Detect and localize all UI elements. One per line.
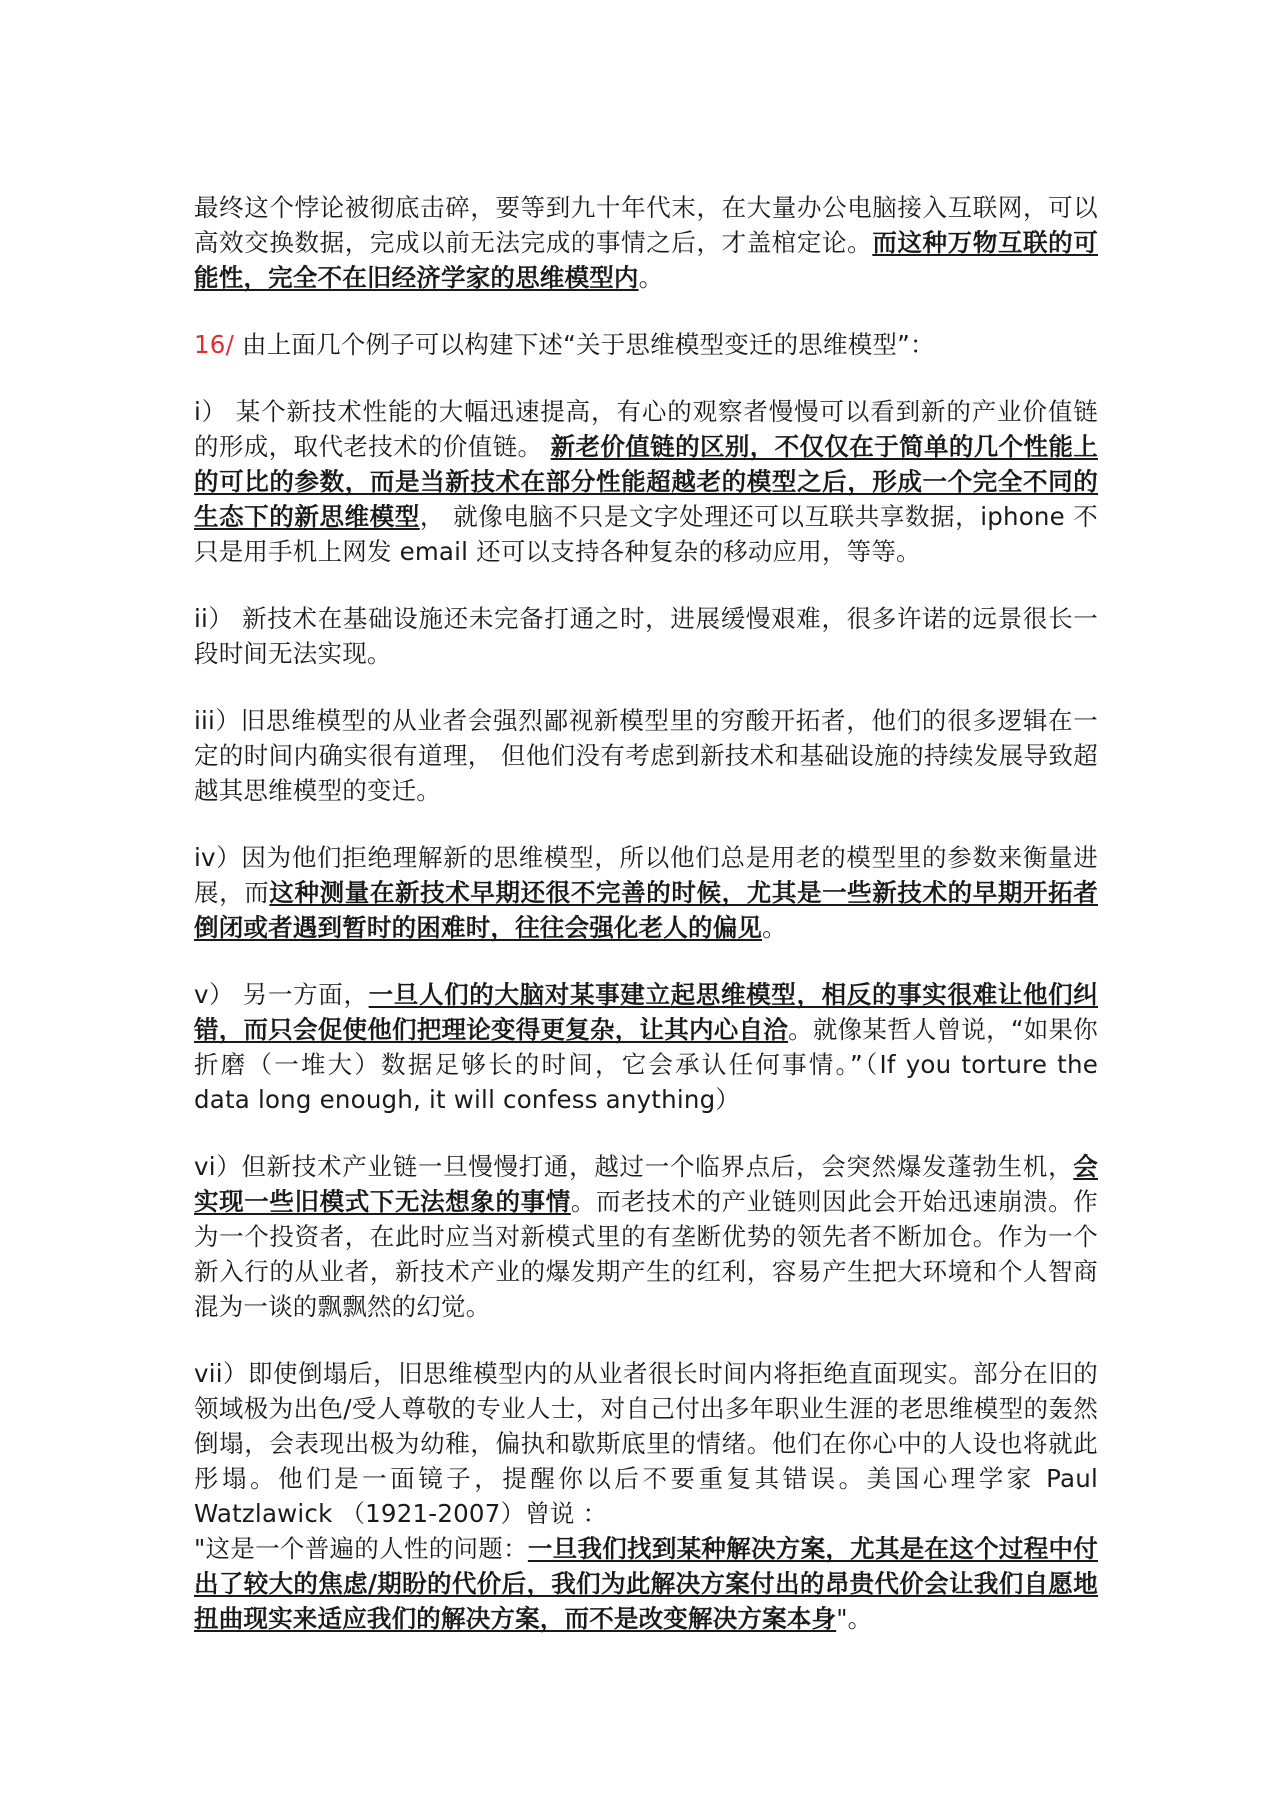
paragraph-text: ， 就像电脑不只是文字处理还可以互联共享数据，iphone 不只是用手机上网发 email 还可以支持各种复杂的移动应用，等等。 bbox=[194, 502, 1098, 566]
paragraph-text: 。而老技术的产业链则因此会开始迅速崩溃。作为一个投资者，在此时应当对新模式里的有垄断优势的领先者不断加仓。作为一个新入行的从业者，新技术产业的爆发期产生的红利，容易产生把大环境和个人智商混为一谈的飘飘然的幻觉。 bbox=[194, 1187, 1098, 1321]
paragraph-text: v） 另一方面， bbox=[194, 980, 369, 1009]
paragraph-text: 由上面几个例子可以构建下述“关于思维模型变迁的思维模型”： bbox=[234, 330, 935, 359]
paragraph-text: 。 bbox=[762, 913, 787, 942]
emphasis-text: 而这种万物互联的可能性，完全不在旧经济学家的思维模型内 bbox=[194, 228, 1098, 292]
paragraph-16-heading bbox=[194, 327, 1098, 362]
paragraph-v bbox=[194, 977, 1098, 1117]
emphasis-text: 一旦我们找到某种解决方案，尤其是在这个过程中付出了较大的焦虑/期盼的代价后，我们为此解决方案付出的昂贵代价会让我们自愿地扭曲现实来适应我们的解决方案，而不是改变解决方案本身 bbox=[194, 1534, 1098, 1633]
paragraph-text: 最终这个悖论被彻底击碎，要等到九十年代末，在大量办公电脑接入互联网，可以高效交换数据，完成以前无法完成的事情之后，才盖棺定论。 bbox=[194, 193, 1098, 257]
paragraph-vi bbox=[194, 1149, 1098, 1324]
section-number: 16/ bbox=[194, 330, 235, 359]
paragraph-vii bbox=[194, 1356, 1098, 1531]
paragraph-ii bbox=[194, 601, 1098, 671]
paragraph-text: iii）旧思维模型的从业者会强烈鄙视新模型里的穷酸开拓者，他们的很多逻辑在一定的时间内确实很有道理， 但他们没有考虑到新技术和基础设施的持续发展导致超越其思维模型的变迁。 bbox=[194, 706, 1098, 805]
paragraph-text: "这是一个普遍的人性的问题： bbox=[194, 1534, 528, 1563]
paragraph-conclusion bbox=[194, 190, 1098, 295]
paragraph-i bbox=[194, 394, 1098, 569]
paragraph-text: vi）但新技术产业链一旦慢慢打通，越过一个临界点后，会突然爆发蓬勃生机， bbox=[194, 1152, 1074, 1181]
paragraph-iii bbox=[194, 703, 1098, 808]
paragraph-text: "。 bbox=[836, 1604, 873, 1633]
emphasis-text: 新老价值链的区别，不仅仅在于简单的几个性能上的可比的参数，而是当新技术在部分性能超越老的模型之后，形成一个完全不同的生态下的新思维模型 bbox=[194, 432, 1098, 531]
emphasis-text: 一旦人们的大脑对某事建立起思维模型，相反的事实很难让他们纠错，而只会促使他们把理论变得更复杂，让其内心自洽 bbox=[194, 980, 1098, 1044]
paragraph-text: iv）因为他们拒绝理解新的思维模型，所以他们总是用老的模型里的参数来衡量进展，而 bbox=[194, 843, 1098, 907]
paragraph-iv bbox=[194, 840, 1098, 945]
paragraph-text: i） 某个新技术性能的大幅迅速提高，有心的观察者慢慢可以看到新的产业价值链的形成，取代老技术的价值链。 bbox=[194, 397, 1098, 461]
paragraph-text: 。 bbox=[638, 263, 664, 292]
emphasis-text: 会实现一些旧模式下无法想象的事情 bbox=[194, 1152, 1098, 1216]
paragraph-text: ii） 新技术在基础设施还未完备打通之时，进展缓慢艰难，很多许诺的远景很长一段时间无法实现。 bbox=[194, 604, 1098, 668]
paragraph-text: vii）即使倒塌后，旧思维模型内的从业者很长时间内将拒绝直面现实。部分在旧的领域极为出色/受人尊敬的专业人士，对自己付出多年职业生涯的老思维模型的轰然倒塌，会表现出极为幼稚，偏执和歇斯底里的情绪。他们在你心中的人设也将就此彤塌。他们是一面镜子，提醒你以后不要重复其错误。美国心理学家 Paul Watzlawick （1921-2007）曾说 ： bbox=[194, 1359, 1098, 1528]
quote-watzlawick bbox=[194, 1531, 1098, 1636]
emphasis-text: 这种测量在新技术早期还很不完善的时候，尤其是一些新技术的早期开拓者倒闭或者遇到暂时的困难时，往往会强化老人的偏见 bbox=[194, 878, 1098, 942]
paragraph-text: 。就像某哲人曾说，“如果你折磨（一堆大）数据足够长的时间，它会承认任何事情。”（If you torture the data long enough, it will confess anything） bbox=[194, 1015, 1098, 1114]
